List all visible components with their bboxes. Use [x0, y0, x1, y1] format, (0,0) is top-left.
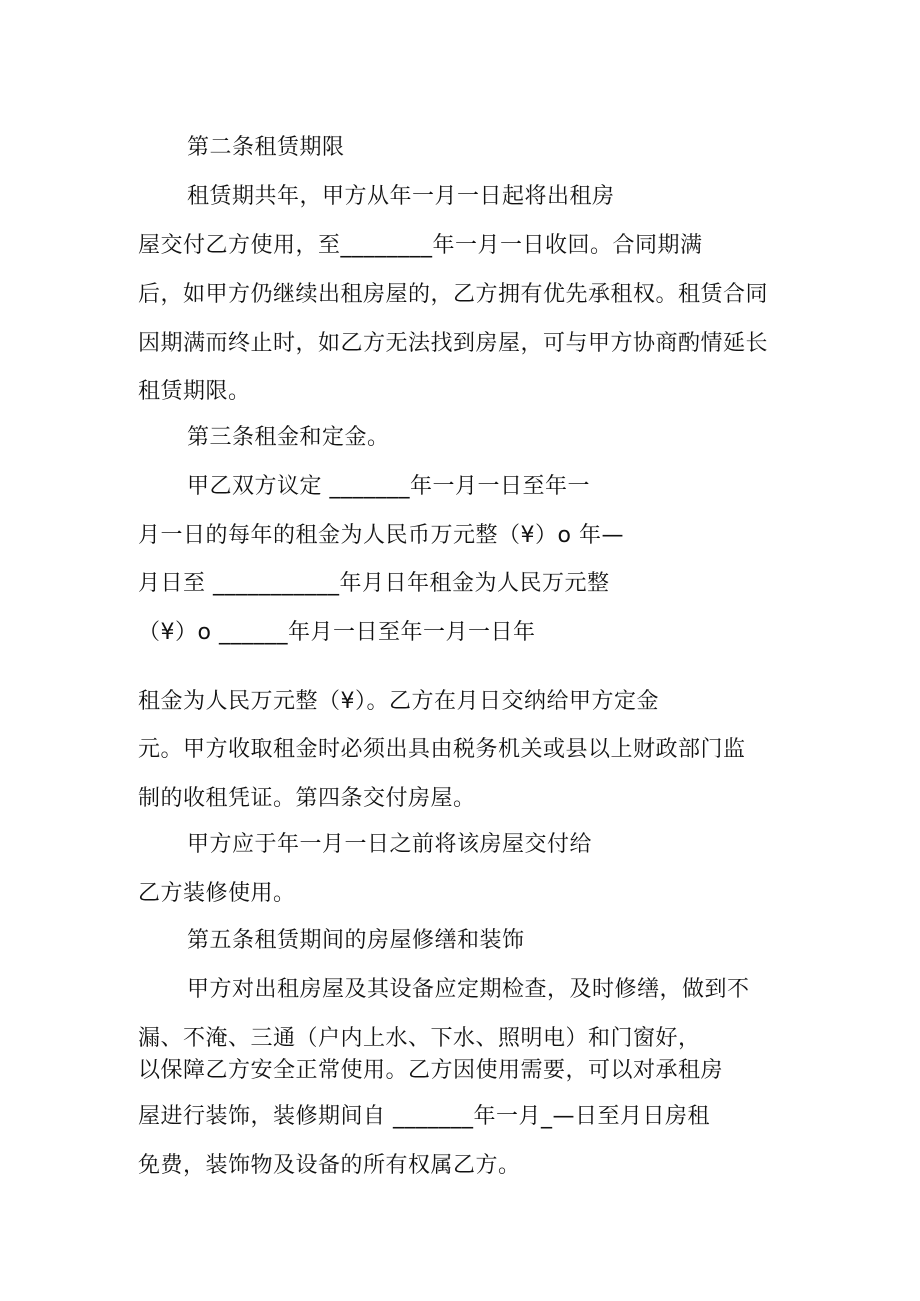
text-line: 乙方装修使用。 — [138, 881, 296, 906]
text-line: 租金为人民万元整（¥）。乙方在月日交纳给甲方定金 — [138, 689, 659, 714]
text-line: 屋交付乙方使用，至________年一月一日收回。合同期满 — [138, 233, 703, 258]
text-line: 制的收租凭证。第四条交付房屋。 — [138, 786, 476, 811]
text-line: 月一日的每年的租金为人民币万元整（¥）o 年— — [138, 523, 624, 548]
text-line: 甲乙双方议定 _______年一月一日至年一 — [187, 474, 590, 499]
text-line: 漏、不淹、三通（户内上水、下水、照明电）和门窗好， — [138, 1026, 701, 1051]
text-line: 租赁期共年，甲方从年一月一日起将出租房 — [187, 184, 615, 209]
text-line: 月日至 ___________年月日年租金为人民万元整 — [138, 571, 610, 596]
article-3-heading: 第三条租金和定金。 — [187, 425, 390, 450]
text-line: 甲方应于年一月一日之前将该房屋交付给 — [187, 832, 593, 857]
article-2-heading: 第二条租赁期限 — [187, 135, 345, 160]
text-line: 屋进行装饰，装修期间自 _______年一月_—日至月日房租 — [138, 1104, 710, 1129]
text-line: （¥）o ______年月一日至年一月一日年 — [138, 620, 536, 645]
text-line: 以保障乙方安全正常使用。乙方因使用需要，可以对承租房 — [138, 1058, 724, 1083]
text-line: 甲方对出租房屋及其设备应定期检查，及时修缮，做到不 — [187, 977, 750, 1002]
text-line: 免费，装饰物及设备的所有权属乙方。 — [138, 1153, 521, 1178]
text-line: 租赁期限。 — [138, 379, 251, 404]
text-line: 后，如甲方仍继续出租房屋的，乙方拥有优先承租权。租赁合同 — [138, 282, 769, 307]
text-line: 因期满而终止时，如乙方无法找到房屋，可与甲方协商酌情延长 — [138, 331, 769, 356]
text-line: 元。甲方收取租金时必须出具由税务机关或县以上财政部门监 — [138, 737, 746, 762]
article-5-heading: 第五条租赁期间的房屋修缮和装饰 — [187, 928, 525, 953]
